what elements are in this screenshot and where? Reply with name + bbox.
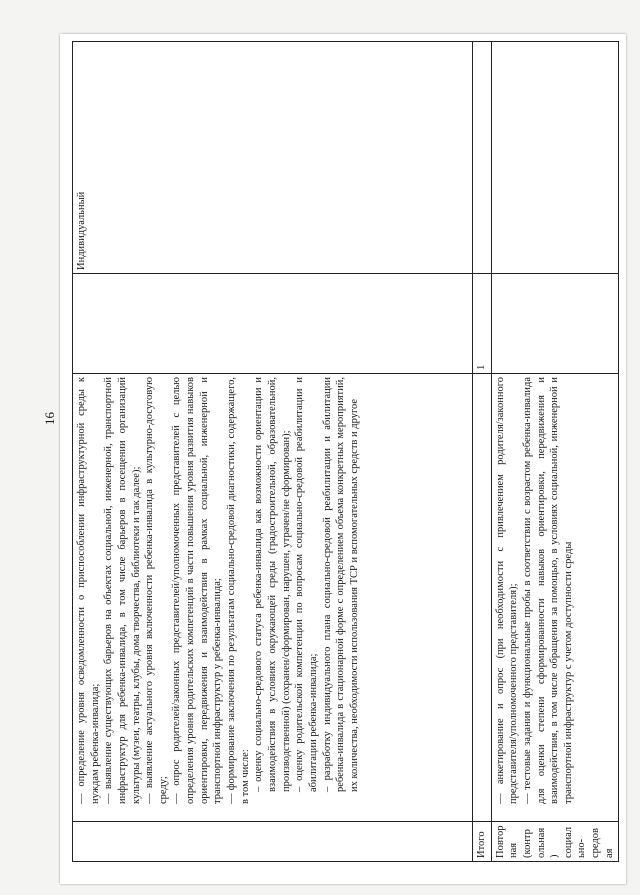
list-item: — выявление существующих барьеров на объектах социальной, инженерной, транспортной инфраструктур для ребенка-инвалида, в том числе барьеров в посещении организаций культуры (музеи, театры, клубы, дома творчества, библиотеки и так далее); (103, 377, 142, 804)
list-item: — опрос родителей/законных представителей/уполномоченных представителей с целью определения уровня родительских компетенций в части повышения уровня развития навыков ориентировки, передвижения и взаимодействия в рамках социальной, инженерной и транспортной инфраструктур у ребенка-инвалида; (171, 377, 224, 804)
form-cell: Индивидуальный (73, 42, 473, 274)
total-label: Итого (473, 822, 492, 862)
rotated-table-container (72, 42, 615, 862)
count-cell (73, 274, 473, 374)
list-item: – оценку родительской компетенции по вопросам социально-средовой реабилитации и абилитации ребенка-инвалида; (294, 377, 319, 792)
list-item: – оценку социально-средового статуса ребенка-инвалида как возможности ориентации и взаимодействия в условиях окружающей среды (градостроительной, образовательной, производственной) (сохранен/сформирован, нарушен, утрачен/не сформирован); (253, 377, 292, 792)
total-count: 1 (473, 274, 492, 374)
diagnostics-table (72, 41, 619, 862)
page-number: 16 (42, 412, 57, 425)
total-row (473, 42, 492, 862)
repeat-row (491, 42, 619, 862)
total-empty-form (473, 42, 492, 274)
stage-cell (73, 822, 473, 862)
list-item: — тестовые задания и функциональные пробы в соответствии с возрастом ребенка-инвалида для оценки степени сформированности навыков ориентировки, передвижения и взаимодействия, в том числе обращения за помощью, в условиях социальной, инженерной и транспортной инфраструктур с учетом доступности среды (521, 377, 574, 804)
repeat-measures (491, 374, 619, 822)
total-empty (473, 374, 492, 822)
list-item: – разработку индивидуального плана социально-средовой реабилитации и абилитации ребенка-инвалида в стационарной форме с определением объема конкретных мероприятий, их количества, необходимости использования ТСР и вспомогательных средств и другое (321, 377, 360, 792)
list-item: — выявление актуального уровня включенности ребенка-инвалида в культурно-досуговую среду; (144, 377, 169, 804)
list-item: — анкетирование и опрос (при необходимости с привлечением родителя/законного представителя/уполномоченного представителя); (494, 377, 520, 804)
measures-cell (73, 374, 473, 822)
list-item: — определение уровня осведомленности о приспособлении инфраструктурной среды к нуждам ребенка-инвалида; (76, 377, 101, 804)
repeat-form (491, 42, 619, 274)
list-item: — формирование заключения по результатам социально-средовой диагностики, содержащего, в том числе: (226, 377, 251, 804)
repeat-count (491, 274, 619, 374)
repeat-stage: Повторная (контрольная) социально-средовая (491, 822, 619, 862)
table-row (73, 42, 473, 862)
